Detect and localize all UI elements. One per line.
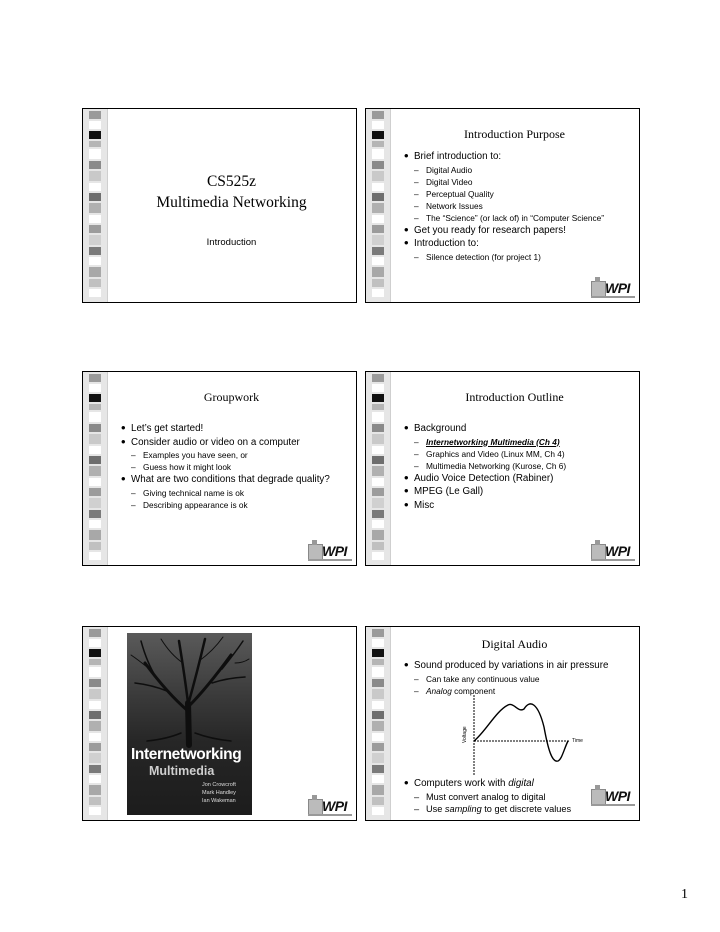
strip-block (89, 667, 101, 677)
strip-block (89, 141, 101, 147)
strip-block (372, 478, 384, 486)
strip-block (89, 235, 101, 245)
strip-block (89, 267, 101, 277)
strip-block (89, 225, 101, 233)
slide-title: Groupwork (203, 390, 260, 404)
sub-bullet: – Use sampling to get discrete values (414, 803, 572, 814)
bullet: • MPEG (Le Gall) (406, 485, 631, 499)
sub-bullet: – Perceptual Quality (414, 188, 494, 199)
strip-block (89, 247, 101, 255)
strip-block (372, 215, 384, 223)
strip-block (89, 639, 101, 647)
strip-block (372, 131, 384, 139)
strip-block (89, 659, 101, 665)
decorative-strip (83, 627, 108, 820)
strip-block (372, 149, 384, 159)
sub-bullet: – Digital Video (414, 176, 473, 187)
bullet: • Consider audio or video on a computer (123, 436, 348, 450)
strip-block (372, 679, 384, 687)
strip-block (372, 446, 384, 454)
strip-block (372, 289, 384, 297)
strip-block (372, 733, 384, 741)
strip-block (372, 141, 384, 147)
slide-book-cover (82, 626, 357, 821)
bullet: • Background (406, 422, 631, 436)
strip-block (89, 121, 101, 129)
strip-block (372, 488, 384, 496)
decorative-strip (366, 372, 391, 565)
strip-block (89, 530, 101, 540)
book-cover-image (127, 633, 252, 815)
strip-block (372, 247, 384, 255)
strip-block (372, 807, 384, 815)
wpi-logo: WPI (308, 796, 352, 816)
sub-bullet: – Graphics and Video (Linux MM, Ch 4) (414, 448, 565, 459)
strip-block (89, 446, 101, 454)
strip-block (372, 711, 384, 719)
bullet: • What are two conditions that degrade quality? (123, 473, 348, 487)
strip-block (89, 520, 101, 528)
strip-block (372, 374, 384, 382)
strip-block (372, 689, 384, 699)
course-title: CS525z Multimedia Networking (156, 173, 307, 211)
analog-waveform-graph (456, 691, 586, 776)
strip-block (372, 520, 384, 528)
strip-block (89, 424, 101, 432)
slide-subtitle: Introduction (206, 237, 257, 248)
strip-block (89, 498, 101, 508)
strip-block (372, 701, 384, 709)
strip-block (89, 478, 101, 486)
strip-block (372, 424, 384, 432)
decorative-strip (83, 372, 108, 565)
strip-block (89, 434, 101, 444)
wpi-logo: WPI (308, 541, 352, 561)
page-number: 1 (681, 887, 688, 902)
book-title: Internetworking (131, 746, 242, 763)
slide-title (82, 108, 357, 303)
strip-block (89, 542, 101, 550)
strip-block (372, 203, 384, 213)
bullet: • Misc (406, 499, 631, 513)
sub-bullet: – Can take any continuous value (414, 673, 540, 684)
strip-block (372, 434, 384, 444)
bullet: • Introduction to: (406, 237, 631, 251)
strip-block (89, 456, 101, 464)
graph-xlabel: Time (572, 738, 583, 744)
strip-block (372, 775, 384, 783)
strip-block (372, 225, 384, 233)
strip-block (89, 466, 101, 476)
strip-block (89, 679, 101, 687)
book-authors: Jon Crowcroft Mark Handley Ian Wakeman (202, 782, 236, 804)
strip-block (89, 394, 101, 402)
strip-block (372, 552, 384, 560)
strip-block (372, 797, 384, 805)
strip-block (372, 121, 384, 129)
sub-bullet: – Multimedia Networking (Kurose, Ch 6) (414, 460, 567, 471)
sub-bullet: – Silence detection (for project 1) (414, 251, 541, 262)
strip-block (372, 456, 384, 464)
strip-block (372, 542, 384, 550)
strip-block (89, 689, 101, 699)
strip-block (372, 530, 384, 540)
strip-block (372, 257, 384, 265)
strip-block (89, 289, 101, 297)
strip-block (372, 193, 384, 201)
sub-bullet: – Must convert analog to digital (414, 791, 546, 802)
strip-block (372, 267, 384, 277)
strip-block (89, 111, 101, 119)
bullet: • Computers work with digital (406, 777, 631, 791)
strip-block (89, 785, 101, 795)
strip-block (372, 721, 384, 731)
strip-block (372, 466, 384, 476)
sub-bullet: – Digital Audio (414, 164, 473, 175)
strip-block (89, 279, 101, 287)
strip-block (89, 649, 101, 657)
strip-block (89, 215, 101, 223)
strip-block (372, 235, 384, 245)
decorative-strip (83, 109, 108, 302)
strip-block (372, 785, 384, 795)
slide-digital-audio (365, 626, 640, 821)
strip-block (89, 193, 101, 201)
sub-bullet: – Guess how it might look (131, 462, 232, 472)
slide-groupwork (82, 371, 357, 566)
bullet: • Audio Voice Detection (Rabiner) (406, 472, 631, 486)
strip-block (372, 510, 384, 518)
strip-block (89, 629, 101, 637)
strip-block (89, 131, 101, 139)
strip-block (372, 279, 384, 287)
sub-bullet: – Giving technical name is ok (131, 487, 244, 498)
sub-bullet: – Analog component (414, 685, 496, 696)
graph-ylabel: Voltage (462, 726, 468, 743)
strip-block (372, 183, 384, 191)
strip-block (89, 733, 101, 741)
wpi-logo: WPI (591, 786, 635, 806)
strip-block (89, 257, 101, 265)
decorative-strip (366, 627, 391, 820)
strip-block (89, 765, 101, 773)
strip-block (372, 629, 384, 637)
bullet: • Let’s get started! (123, 422, 348, 436)
strip-block (372, 753, 384, 763)
strip-block (89, 721, 101, 731)
strip-block (89, 183, 101, 191)
strip-block (372, 498, 384, 508)
strip-block (89, 404, 101, 410)
strip-block (372, 765, 384, 773)
sub-bullet: – Network Issues (414, 200, 483, 211)
strip-block (89, 797, 101, 805)
strip-block (89, 510, 101, 518)
slide-introduction-outline (365, 371, 640, 566)
strip-block (372, 412, 384, 422)
wpi-logo: WPI (591, 278, 635, 298)
decorative-strip (366, 109, 391, 302)
strip-block (372, 639, 384, 647)
bullet: • Sound produced by variations in air pressure (406, 659, 631, 673)
strip-block (372, 384, 384, 392)
bullet: • Brief introduction to: (406, 150, 631, 164)
strip-block (89, 701, 101, 709)
strip-block (372, 649, 384, 657)
strip-block (89, 412, 101, 422)
strip-block (89, 149, 101, 159)
strip-block (372, 161, 384, 169)
sub-bullet: – Describing appearance is ok (131, 499, 248, 510)
strip-block (89, 711, 101, 719)
strip-block (89, 161, 101, 169)
slide-title: Digital Audio (481, 637, 548, 651)
strip-block (89, 775, 101, 783)
strip-block (372, 743, 384, 751)
slide-introduction-purpose (365, 108, 640, 303)
strip-block (89, 488, 101, 496)
strip-block (89, 374, 101, 382)
strip-block (89, 552, 101, 560)
sub-bullet: – Examples you have seen, or (131, 450, 248, 460)
strip-block (89, 384, 101, 392)
strip-block (89, 171, 101, 181)
strip-block (89, 203, 101, 213)
strip-block (372, 111, 384, 119)
strip-block (89, 807, 101, 815)
sub-bullet: – The “Science” (or lack of) in “Computer Science” (414, 212, 604, 223)
sub-bullet: – Internetworking Multimedia (Ch 4) (414, 436, 560, 447)
strip-block (89, 753, 101, 763)
strip-block (372, 171, 384, 181)
strip-block (89, 743, 101, 751)
strip-block (372, 404, 384, 410)
strip-block (372, 394, 384, 402)
slide-title: Introduction Purpose (464, 127, 565, 141)
bullet: • Get you ready for research papers! (406, 224, 631, 238)
strip-block (372, 667, 384, 677)
book-subtitle: Multimedia (149, 764, 215, 778)
strip-block (372, 659, 384, 665)
slide-title: Introduction Outline (465, 390, 564, 404)
wpi-logo: WPI (591, 541, 635, 561)
